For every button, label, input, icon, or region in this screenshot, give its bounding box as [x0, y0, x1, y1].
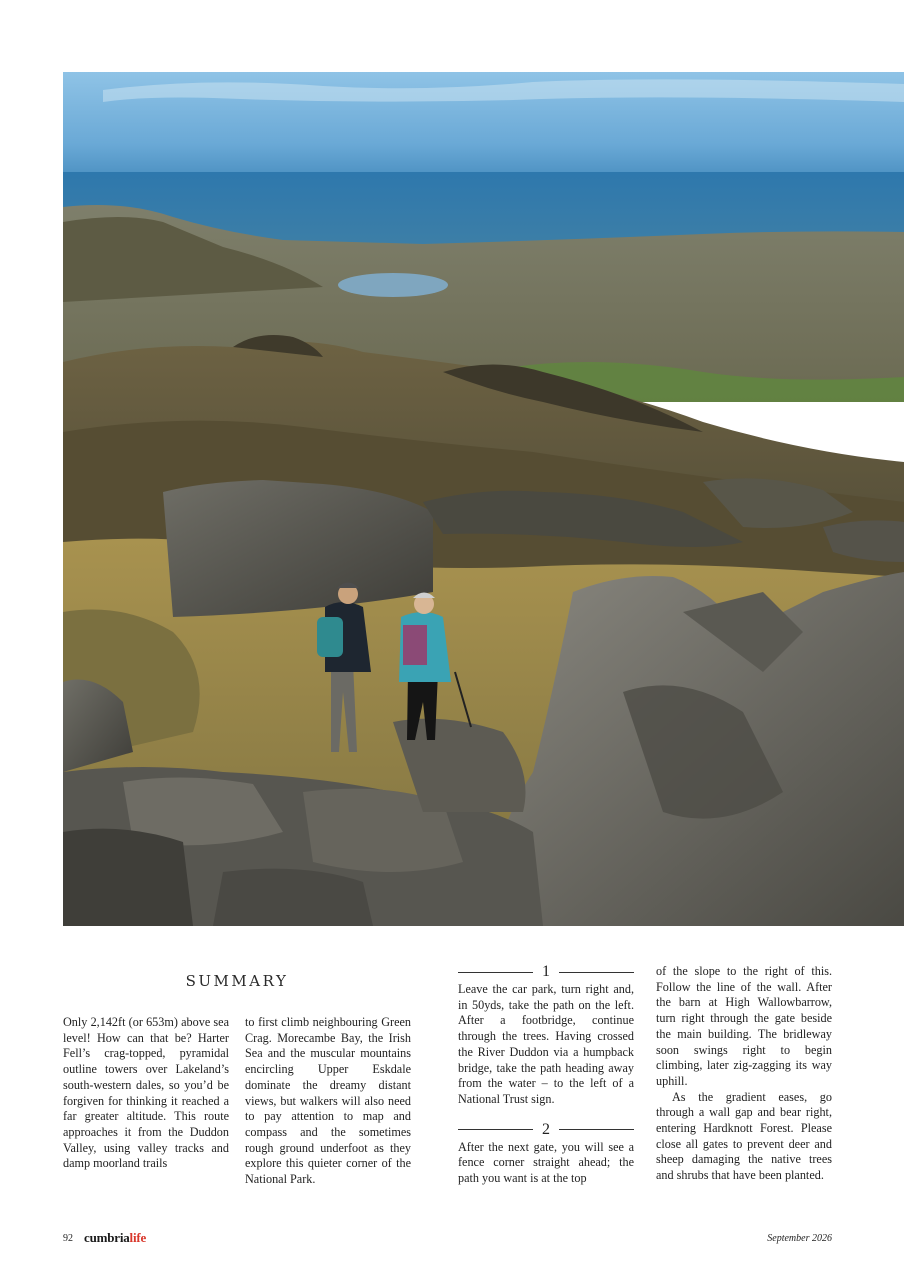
step-1	[458, 964, 634, 1108]
step-1-text: Leave the car park, turn right and, in 50yds, take the path on the left. After a footbridge, continue through the trees. Having crossed the River Duddon via a humpback bridge, take the path heading away from the water – to the left of a National Trust sign.	[458, 982, 634, 1106]
step-2-continued-text: of the slope to the right of this. Follow the line of the wall. After the barn at High Wallowbarrow, turn right through the gate beside the main building. The bridleway soon swings right to begin climbing, later zig-zagging its way uphill.	[656, 964, 832, 1088]
hero-photo	[63, 72, 904, 926]
route-steps-column	[458, 964, 634, 1187]
summary-column-1	[63, 1015, 229, 1172]
summary-column-2	[245, 1015, 411, 1188]
rule-left	[458, 1129, 533, 1130]
step-number: 1	[542, 963, 550, 980]
issue-date: September 2026	[767, 1233, 832, 1244]
logo-part-life: life	[129, 1230, 147, 1245]
route-continued-column	[656, 964, 832, 1184]
summary-paragraph-1: Only 2,142ft (or 653m) above sea level! How can that be? Harter Fell’s crag-topped, pyramidal outline towers over Lakeland’s south-western dales, so you’d be forgiven for thinking it reached a far greater altitude. This route approaches it from the Duddon Valley, using valley tracks and damp moorland trails	[63, 1015, 229, 1171]
logo-part-cumbria: cumbria	[84, 1230, 130, 1245]
magazine-logo	[84, 1230, 146, 1246]
rule-right	[559, 972, 634, 973]
summary-paragraph-2: to first climb neighbouring Green Crag. Morecambe Bay, the Irish Sea and the muscular mountains encircling Upper Eskdale dominate the dreamy distant views, but walkers will also need to pay attention to map and compass and the sometimes rough ground underfoot as they explore this quieter corner of the National Park.	[245, 1015, 411, 1187]
rule-left	[458, 972, 533, 973]
rule-right	[559, 1129, 634, 1130]
step-2-continued-paragraph: As the gradient eases, go through a wall gap and bear right, entering Hardknott Forest. Please close all gates to prevent deer and sheep damaging the native trees and shrubs that have been planted.	[656, 1089, 832, 1183]
page-number: 92	[63, 1233, 73, 1244]
fell-walkers-landscape-image	[63, 72, 904, 926]
step-1-heading	[458, 964, 634, 980]
step-number: 2	[542, 1120, 550, 1138]
step-2-text: After the next gate, you will see a fence corner straight ahead; the path you want is at the top	[458, 1139, 634, 1186]
summary-heading: SUMMARY	[185, 972, 289, 990]
step-2-heading	[458, 1122, 634, 1138]
step-2	[458, 1122, 634, 1187]
